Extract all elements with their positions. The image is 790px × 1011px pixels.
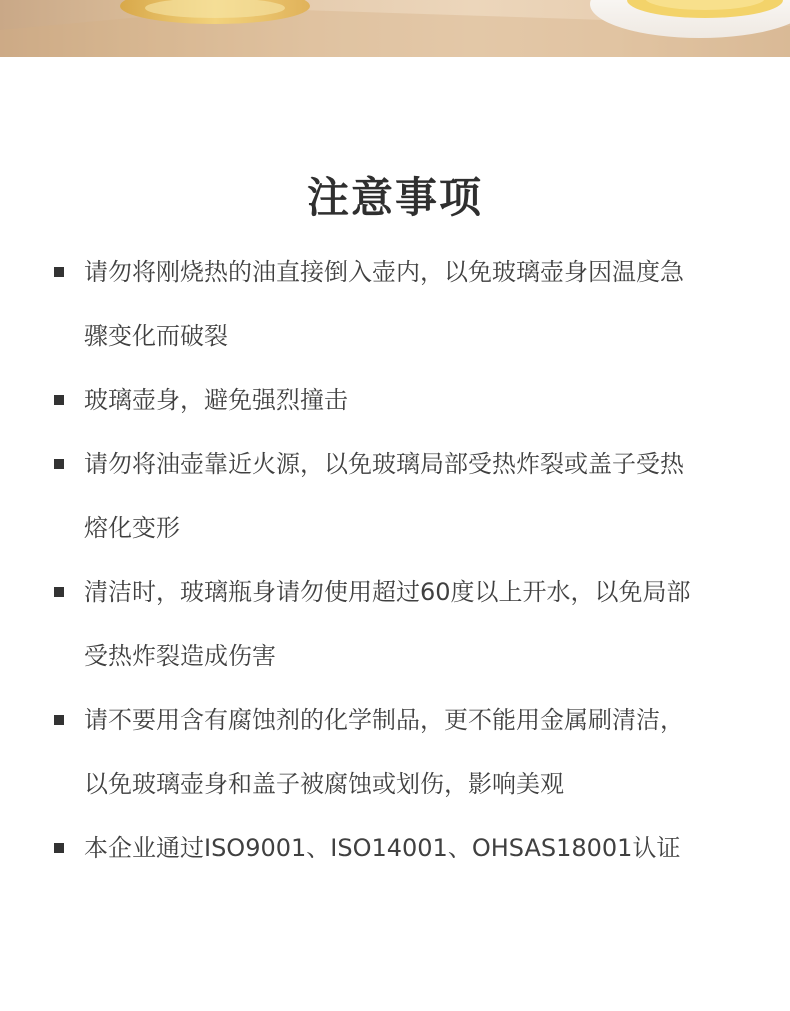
bullet-icon [54, 715, 64, 725]
page-title: 注意事项 [306, 173, 483, 222]
note-text: 请勿将油壶靠近火源，以免玻璃局部受热炸裂或盖子受热 [84, 450, 684, 478]
note-text: 请勿将刚烧热的油直接倒入壶内，以免玻璃壶身因温度急 [84, 258, 684, 286]
product-photo [0, 0, 790, 57]
bullet-icon [54, 587, 64, 597]
note-text: 请不要用含有腐蚀剂的化学制品，更不能用金属刷清洁， [84, 706, 684, 734]
list-item [0, 688, 790, 816]
note-text: 本企业通过ISO9001、ISO14001、OHSAS18001认证 [84, 834, 681, 862]
note-text: 熔化变形 [84, 514, 180, 542]
bullet-icon [54, 395, 64, 405]
list-item [0, 816, 790, 880]
note-text: 玻璃壶身，避免强烈撞击 [84, 386, 348, 414]
bullet-icon [54, 459, 64, 469]
product-photo-banner [0, 0, 790, 57]
list-item [0, 368, 790, 432]
notes-list [0, 240, 790, 880]
note-text: 以免玻璃壶身和盖子被腐蚀或划伤，影响美观 [84, 770, 564, 798]
bullet-icon [54, 843, 64, 853]
list-item [0, 560, 790, 688]
note-text: 清洁时，玻璃瓶身请勿使用超过60度以上开水，以免局部 [84, 578, 691, 606]
list-item [0, 240, 790, 368]
note-text: 受热炸裂造成伤害 [84, 642, 276, 670]
note-text: 骤变化而破裂 [84, 322, 228, 350]
bullet-icon [54, 267, 64, 277]
list-item [0, 432, 790, 560]
